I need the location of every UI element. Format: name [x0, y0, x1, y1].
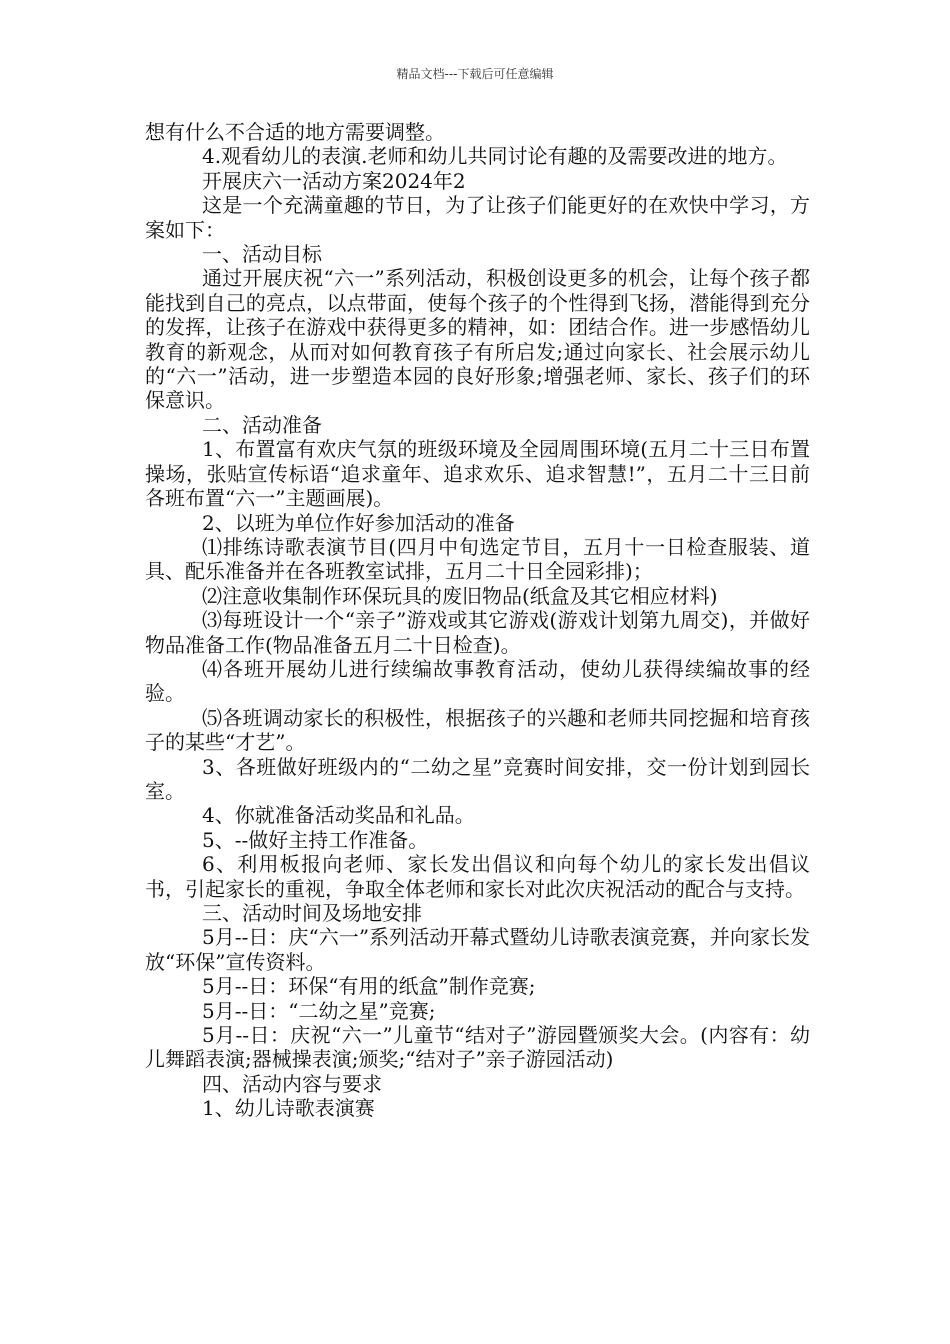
heading: 二、活动准备	[202, 412, 322, 437]
paragraph: 5、--做好主持工作准备。	[202, 827, 429, 852]
heading: 一、活动目标	[202, 242, 322, 267]
heading: 三、活动时间及场地安排	[202, 901, 422, 925]
paragraph: 5月--日：庆祝“六一”儿童节“结对子”游园暨颁奖大会。(内容有：幼儿舞蹈表演;器械操表演;颁奖;“结对子”亲子游园活动)	[145, 1023, 810, 1072]
paragraph: 5月--日：“二幼之星”竞赛;	[202, 998, 436, 1023]
paragraph: 4.观看幼儿的表演.老师和幼儿共同讨论有趣的及需要改进的地方。	[202, 144, 788, 169]
paragraph: ⑴排练诗歌表演节目(四月中旬选定节目，五月十一日检查服装、道具、配乐准备并在各班教室试排，五月二十日全园彩排)；	[145, 534, 810, 584]
section-title: 开展庆六一活动方案2024年2	[202, 168, 466, 193]
paragraph: 想有什么不合适的地方需要调整。	[145, 120, 445, 144]
paragraph: 3、各班做好班级内的“二幼之星”竞赛时间安排，交一份计划到园长室。	[145, 754, 810, 803]
paragraph: 这是一个充满童趣的节日，为了让孩子们能更好的在欢快中学习，方案如下：	[145, 193, 810, 242]
paragraph: ⑷各班开展幼儿进行续编故事教育活动，使幼儿获得续编故事的经验。	[145, 656, 810, 706]
paragraph: 5月--日：环保“有用的纸盒”制作竞赛;	[202, 974, 536, 999]
paragraph: 1、幼儿诗歌表演赛	[202, 1096, 375, 1121]
paragraph: 2、以班为单位作好参加活动的准备	[202, 510, 515, 535]
document-body	[145, 120, 810, 1121]
paragraph: 4、你就准备活动奖品和礼品。	[202, 803, 475, 828]
heading: 四、活动内容与要求	[202, 1071, 382, 1096]
paragraph: ⑶每班设计一个“亲子”游戏或其它游戏(游戏计划第九周交)，并做好物品准备工作(物品准备五月二十日检查)。	[145, 608, 810, 657]
paragraph: 6、利用板报向老师、家长发出倡议和向每个幼儿的家长发出倡议书，引起家长的重视，争取全体老师和家长对此次庆祝活动的配合与支持。	[145, 852, 810, 901]
paragraph: 1、布置富有欢庆气氛的班级环境及全园周围环境(五月二十三日布置操场，张贴宣传标语“追求童年、追求欢乐、追求智慧!”，五月二十三日前各班布置“六一”主题画展)。	[145, 437, 810, 511]
paragraph: 5月--日：庆“六一”系列活动开幕式暨幼儿诗歌表演竞赛，并向家长发放“环保”宣传资料。	[145, 925, 810, 974]
paragraph: ⑸各班调动家长的积极性，根据孩子的兴趣和老师共同挖掘和培育孩子的某些“才艺”。	[145, 705, 810, 755]
paragraph: ⑵注意收集制作环保玩具的废旧物品(纸盒及其它相应材料)	[202, 583, 718, 608]
page-header: 精品文档---下载后可任意编辑	[396, 67, 554, 81]
paragraph: 通过开展庆祝“六一”系列活动，积极创设更多的机会，让每个孩子都能找到自己的亮点，以点带面，使每个孩子的个性得到飞扬，潜能得到充分的发挥，让孩子在游戏中获得更多的精神，如：团结合作。进一步感悟幼儿教育的新观念，从而对如何教育孩子有所启发;通过向家长、社会展示幼儿的“六一”活动，进一步塑造本园的良好形象;增强老师、家长、孩子们的环保意识。	[145, 266, 810, 413]
